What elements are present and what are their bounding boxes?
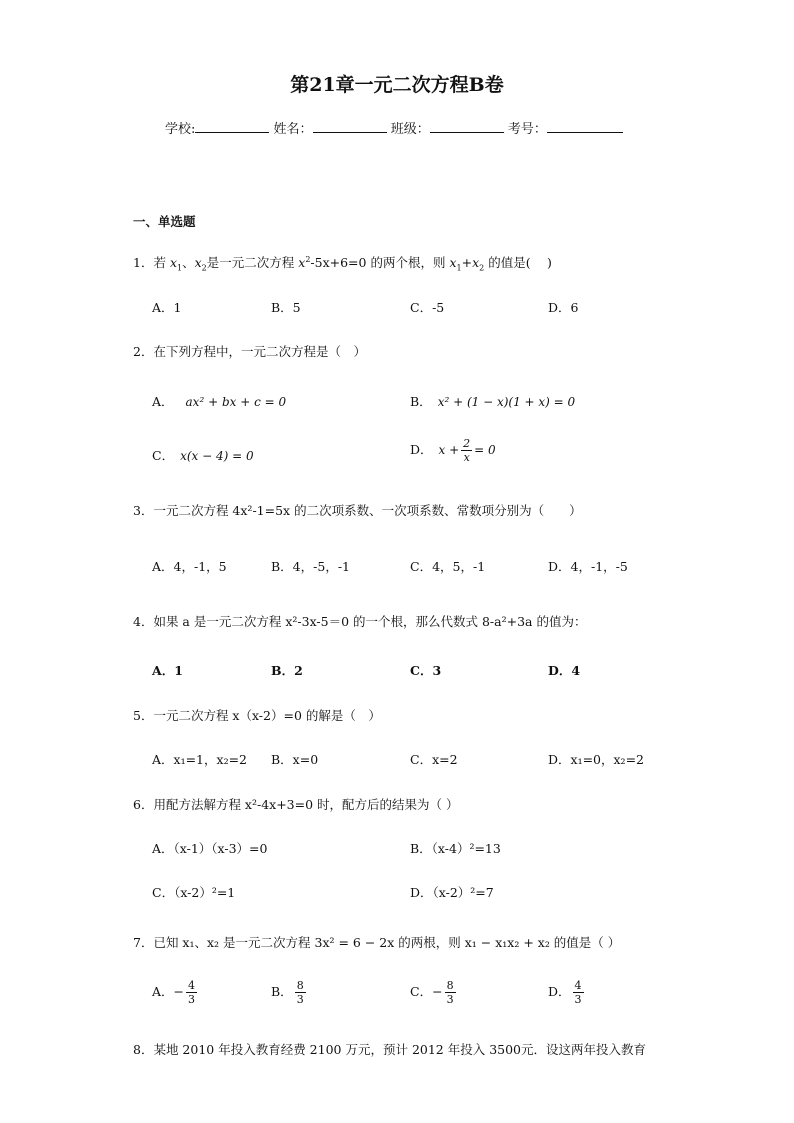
exam-no-blank[interactable] [547,120,623,133]
q4-option-d[interactable]: D．4 [548,663,581,678]
q1-eq-sup: 2 [305,254,311,264]
q1-x1-sub: 1 [177,263,183,273]
q7-c-label: C． [410,984,433,999]
q2-b-expr: x² + (1 − x)(1 + x) = 0 [437,395,576,409]
q2-d-fraction [461,437,472,464]
q7-c-numerator: 8 [446,979,454,992]
q7-a-denominator: 3 [188,993,196,1006]
school-label: 学校: [165,122,196,137]
q4-option-b[interactable]: B．2 [271,663,303,678]
question-1 [133,253,552,273]
q2-c-expr: x(x − 4) = 0 [180,449,254,463]
q1-end: 的值是( ) [484,255,552,270]
q1-option-d[interactable]: D．6 [548,300,579,315]
class-label: 班级： [390,122,430,137]
q2-d-numerator: 2 [463,437,471,450]
q4-option-c[interactable]: C．3 [410,663,442,678]
question-2: 2．在下列方程中，一元二次方程是（ ） [133,344,366,359]
question-5: 5．一元二次方程 x（x-2）=0 的解是（ ） [133,708,381,723]
q1-prefix: 1．若 [133,255,170,270]
q7-option-b[interactable] [271,979,308,1006]
q7-b-denominator: 3 [296,993,304,1006]
q6-option-a[interactable]: A．（x-1）（x-3）=0 [152,841,268,856]
q6-option-d[interactable]: D．（x-2）²=7 [410,885,494,900]
q2-option-d[interactable] [410,437,496,464]
q7-b-numerator: 8 [296,979,304,992]
name-label: 姓名： [273,122,313,137]
q6-option-b[interactable]: B．（x-4）²=13 [410,841,501,856]
q7-option-d[interactable] [548,979,586,1006]
q2-d-pre: x + [438,443,460,457]
q5-option-a[interactable]: A．x₁=1，x₂=2 [152,752,248,767]
q7-a-sign: − [173,984,185,999]
q2-d-denominator: x [463,451,470,464]
q2-option-a[interactable] [152,392,286,410]
q3-option-c[interactable]: C．4，5，-1 [410,559,486,574]
q7-option-c[interactable] [410,979,458,1006]
section-heading: 一、单选题 [133,214,196,229]
q7-a-label: A． [152,984,174,999]
class-blank[interactable] [430,120,504,133]
question-6: 6．用配方法解方程 x²-4x+3=0 时，配方后的结果为（ ） [133,797,459,812]
name-blank[interactable] [313,120,387,133]
school-blank[interactable] [195,120,269,133]
q7-b-label: B． [271,984,293,999]
q7-c-denominator: 3 [446,993,454,1006]
document-title: 第21章一元二次方程B卷 [290,74,504,96]
q7-b-fraction [295,979,306,1006]
q1-eq-rest: -5x+6=0 [310,255,367,270]
question-3: 3．一元二次方程 4x²-1=5x 的二次项系数、一次项系数、常数项分别为（ ） [133,503,582,518]
q7-option-a[interactable] [152,979,199,1006]
q3-option-b[interactable]: B．4，-5，-1 [271,559,350,574]
q1-sum-sub2: 2 [479,263,485,273]
q2-b-label: B． [410,394,432,409]
q7-d-numerator: 4 [574,979,582,992]
q7-d-label: D． [548,984,571,999]
q7-c-fraction [445,979,456,1006]
q1-plus: +x [461,255,480,270]
exam-no-label: 考号： [507,122,547,137]
q2-a-expr: ax² + bx + c = 0 [185,395,287,409]
q3-option-a[interactable]: A．4，-1，5 [152,559,227,574]
q1-x1: x [169,255,177,270]
q7-a-numerator: 4 [188,979,196,992]
q5-option-c[interactable]: C．x=2 [410,752,458,767]
q1-mid: 是一元二次方程 [206,255,299,270]
q7-d-denominator: 3 [574,993,582,1006]
q1-option-b[interactable]: B．5 [271,300,301,315]
q1-x2: x [194,255,202,270]
q1-eq: x [298,255,306,270]
question-8: 8．某地 2010 年投入教育经费 2100 万元，预计 2012 年投入 3500元．设这两年投入教育 [133,1042,647,1057]
q1-sep: 、 [182,255,195,270]
q7-d-fraction [573,979,584,1006]
q2-c-label: C． [152,448,175,463]
student-info-line [165,118,623,137]
q7-c-sign: − [432,984,443,999]
q1-sum-sub1: 1 [456,263,462,273]
q5-option-d[interactable]: D．x₁=0，x₂=2 [548,752,644,767]
q1-tail: 的两个根，则 [366,255,450,270]
question-7: 7．已知 x₁、x₂ 是一元二次方程 3x² = 6 − 2x 的两根，则 x₁ − x₁x₂ + x₂ 的值是（ ） [133,935,621,950]
q6-option-c[interactable]: C．（x-2）²=1 [152,885,236,900]
q2-a-label: A． [152,394,174,409]
question-4: 4．如果 a 是一元二次方程 x²-3x-5＝0 的一个根，那么代数式 8-a²+3a 的值为： [133,614,587,629]
q1-x2-sub: 2 [201,263,207,273]
q5-option-b[interactable]: B．x=0 [271,752,319,767]
q1-option-c[interactable]: C．-5 [410,300,445,315]
q2-d-post: = 0 [474,443,496,457]
q2-option-b[interactable] [410,392,575,410]
q1-sum: x [449,255,457,270]
q2-d-label: D． [410,442,433,457]
q4-option-a[interactable]: A．1 [152,663,183,678]
q2-option-c[interactable] [152,446,254,464]
q7-a-fraction [186,979,197,1006]
q1-option-a[interactable]: A．1 [152,300,182,315]
q3-option-d[interactable]: D．4，-1，-5 [548,559,628,574]
